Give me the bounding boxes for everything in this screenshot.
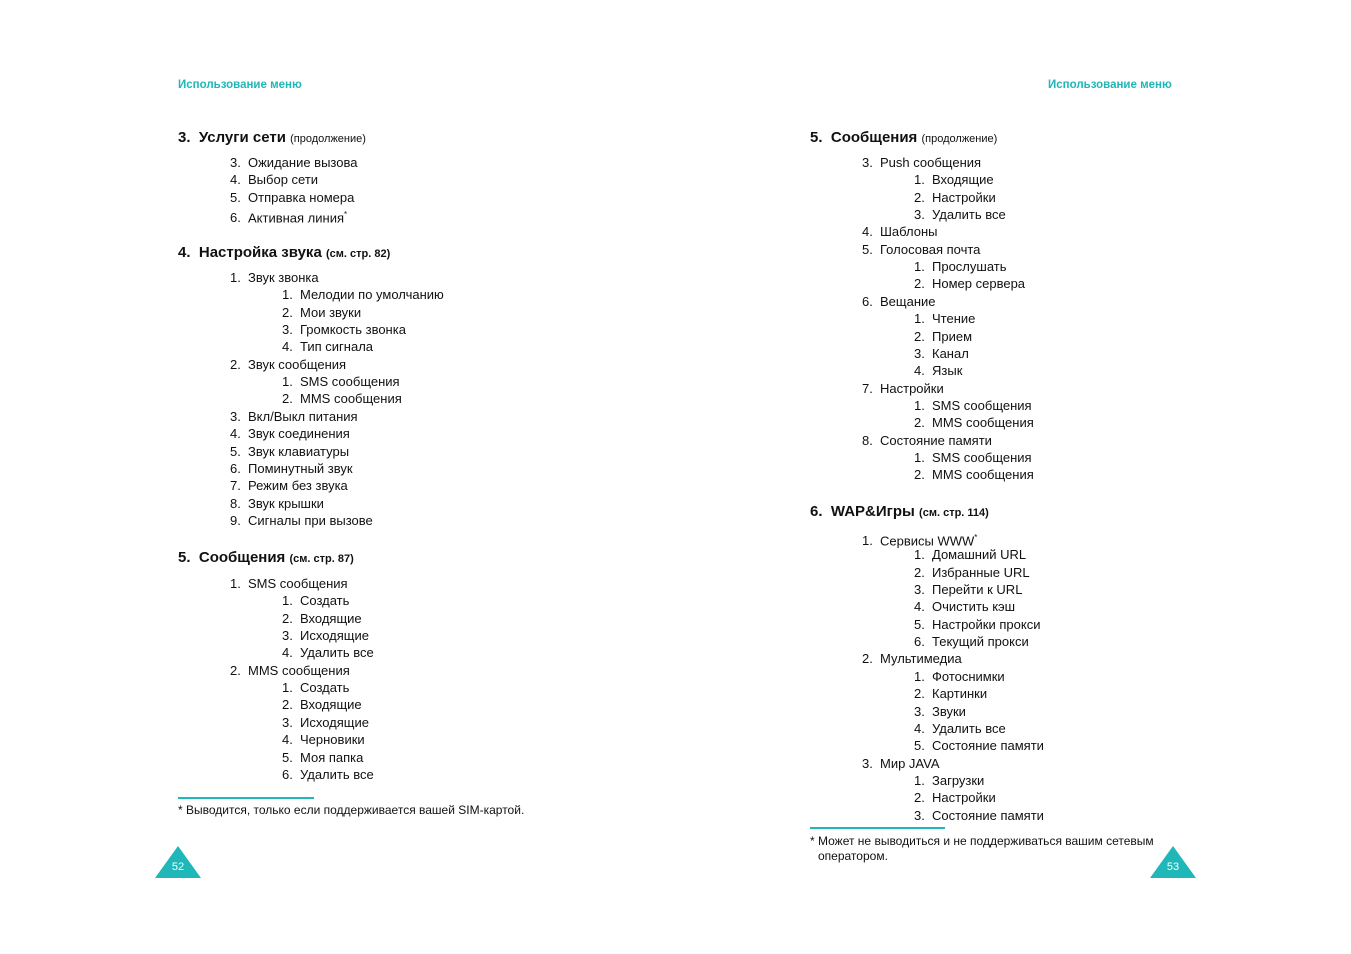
item-label: Мелодии по умолчанию bbox=[300, 287, 444, 303]
item-label: Звук сообщения bbox=[248, 356, 347, 372]
item-number: 2. bbox=[914, 564, 925, 580]
item-number: 3. bbox=[914, 703, 925, 719]
menu-item bbox=[862, 433, 992, 448]
section-number: 3. bbox=[178, 129, 191, 146]
section-name: Сообщения bbox=[198, 549, 286, 566]
item-label: Вкл/Выкл питания bbox=[248, 408, 358, 424]
menu-item bbox=[230, 190, 354, 205]
submenu-item bbox=[914, 259, 1007, 274]
menu-item bbox=[230, 409, 358, 424]
item-label: Настройки bbox=[880, 380, 944, 396]
item-number: 1. bbox=[282, 593, 293, 609]
menu-item bbox=[230, 461, 353, 476]
item-label: Звук крышки bbox=[248, 495, 324, 511]
item-label: Сервисы WWW bbox=[880, 533, 975, 549]
item-label: Создать bbox=[300, 680, 350, 696]
item-number: 3. bbox=[914, 582, 925, 598]
item-label: Настройки bbox=[932, 189, 996, 205]
submenu-item bbox=[282, 339, 373, 354]
section-title bbox=[178, 244, 390, 261]
item-number: 6. bbox=[862, 293, 873, 309]
item-number: 3. bbox=[914, 807, 925, 823]
item-number: 1. bbox=[914, 172, 925, 188]
item-number: 2. bbox=[230, 356, 241, 372]
item-number: 5. bbox=[282, 749, 293, 765]
item-number: 2. bbox=[914, 467, 925, 483]
submenu-item bbox=[282, 391, 402, 406]
item-label: Канал bbox=[932, 345, 969, 361]
menu-item bbox=[862, 756, 940, 771]
section-name: Настройка звука bbox=[198, 244, 322, 261]
item-number: 1. bbox=[914, 668, 925, 684]
page-number-badge bbox=[155, 846, 201, 878]
submenu-item bbox=[914, 582, 1022, 597]
submenu-item bbox=[914, 565, 1030, 580]
item-number: 5. bbox=[914, 616, 925, 632]
footnote-divider bbox=[178, 797, 314, 799]
item-number: 6. bbox=[914, 634, 925, 650]
item-label: Мои звуки bbox=[300, 304, 362, 320]
submenu-item bbox=[914, 346, 969, 361]
item-label: Входящие bbox=[300, 697, 362, 713]
item-number: 4. bbox=[282, 339, 293, 355]
item-label: Язык bbox=[932, 363, 963, 379]
item-label: Отправка номера bbox=[248, 189, 355, 205]
item-number: 7. bbox=[862, 380, 873, 396]
item-number: 8. bbox=[230, 495, 241, 511]
item-number: 2. bbox=[914, 189, 925, 205]
running-header: Использование меню bbox=[178, 79, 302, 91]
item-number: 4. bbox=[282, 645, 293, 661]
item-number: 1. bbox=[914, 311, 925, 327]
item-number: 3. bbox=[282, 714, 293, 730]
menu-item bbox=[230, 478, 348, 493]
submenu-item bbox=[914, 329, 972, 344]
item-label: Звук клавиатуры bbox=[248, 443, 350, 459]
menu-item bbox=[862, 530, 977, 548]
item-number: 4. bbox=[914, 720, 925, 736]
item-number: 2. bbox=[914, 686, 925, 702]
submenu-item bbox=[914, 276, 1025, 291]
item-number: 5. bbox=[914, 738, 925, 754]
submenu-item bbox=[282, 767, 374, 782]
item-number: 1. bbox=[914, 772, 925, 788]
item-number: 1. bbox=[282, 680, 293, 696]
submenu-item bbox=[282, 611, 362, 626]
item-number: 4. bbox=[230, 426, 241, 442]
item-label: Настройки прокси bbox=[932, 616, 1041, 632]
page-reference: (см. стр. 114) bbox=[919, 507, 989, 519]
menu-item bbox=[230, 357, 346, 372]
section-number: 5. bbox=[178, 549, 191, 566]
submenu-item bbox=[282, 287, 444, 302]
item-number: 6. bbox=[282, 766, 293, 782]
item-number: 3. bbox=[282, 628, 293, 644]
item-number: 3. bbox=[230, 155, 241, 170]
item-number: 1. bbox=[282, 287, 293, 303]
item-label: Черновики bbox=[300, 732, 365, 748]
page-number: 52 bbox=[171, 861, 185, 873]
item-number: 1. bbox=[230, 270, 241, 285]
section-note: (продолжение) bbox=[921, 133, 998, 145]
item-label: Звук соединения bbox=[248, 426, 350, 442]
menu-item bbox=[862, 294, 936, 309]
item-label: MMS сообщения bbox=[248, 662, 350, 678]
footnote-divider bbox=[810, 827, 945, 829]
item-label: Загрузки bbox=[932, 772, 985, 788]
item-number: 3. bbox=[914, 207, 925, 223]
item-label: Звуки bbox=[932, 703, 966, 719]
item-label: Входящие bbox=[932, 172, 994, 188]
submenu-item bbox=[914, 790, 996, 805]
item-label: Активная линия bbox=[248, 210, 345, 226]
menu-item bbox=[862, 224, 938, 239]
item-number: 4. bbox=[862, 224, 873, 240]
item-label: Ожидание вызова bbox=[248, 155, 358, 170]
submenu-item bbox=[282, 697, 362, 712]
item-number: 3. bbox=[282, 322, 293, 338]
section-title bbox=[178, 129, 366, 146]
menu-item bbox=[230, 513, 373, 528]
menu-item bbox=[230, 496, 324, 511]
submenu-item bbox=[914, 363, 962, 378]
page-reference: (см. стр. 87) bbox=[289, 553, 354, 565]
right-page bbox=[675, 0, 1351, 954]
footnote-line-1: * Может не выводиться и не поддерживаться вашим сетевым bbox=[810, 834, 1154, 848]
item-label: Фотоснимки bbox=[932, 668, 1005, 684]
item-label: Состояние памяти bbox=[880, 432, 992, 448]
submenu-item bbox=[914, 634, 1029, 649]
section-name: Услуги сети bbox=[198, 129, 286, 146]
section-number: 6. bbox=[810, 503, 823, 520]
item-label: Настройки bbox=[932, 790, 996, 806]
submenu-item bbox=[282, 680, 349, 695]
menu-item bbox=[862, 155, 981, 170]
footnote: * Выводится, только если поддерживается вашей SIM-картой. bbox=[178, 803, 525, 817]
item-label: Звук звонка bbox=[248, 270, 319, 285]
submenu-item bbox=[914, 808, 1044, 823]
menu-item bbox=[230, 155, 357, 170]
item-label: Поминутный звук bbox=[248, 460, 353, 476]
item-number: 2. bbox=[230, 662, 241, 678]
submenu-item bbox=[914, 773, 984, 788]
item-number: 5. bbox=[230, 443, 241, 459]
menu-item bbox=[230, 426, 350, 441]
submenu-item bbox=[282, 645, 374, 660]
item-label: Вещание bbox=[880, 293, 936, 309]
item-number: 4. bbox=[230, 172, 241, 188]
submenu-item bbox=[914, 686, 987, 701]
footnote-marker: * bbox=[344, 210, 348, 220]
item-number: 1. bbox=[914, 397, 925, 413]
submenu-item bbox=[914, 617, 1040, 632]
submenu-item bbox=[914, 398, 1032, 413]
item-number: 6. bbox=[230, 460, 241, 476]
item-label: Входящие bbox=[300, 610, 362, 626]
menu-item bbox=[230, 270, 319, 285]
item-number: 1. bbox=[914, 547, 925, 563]
menu-item bbox=[862, 381, 944, 396]
item-number: 8. bbox=[862, 432, 873, 448]
submenu-item bbox=[914, 547, 1026, 562]
submenu-item bbox=[282, 628, 369, 643]
item-label: Прием bbox=[932, 328, 973, 344]
item-number: 5. bbox=[862, 241, 873, 257]
item-label: Исходящие bbox=[300, 628, 369, 644]
item-label: Удалить все bbox=[932, 207, 1006, 223]
submenu-item bbox=[282, 732, 365, 747]
menu-item bbox=[230, 576, 348, 591]
item-number: 1. bbox=[914, 449, 925, 465]
item-label: Выбор сети bbox=[248, 172, 319, 188]
item-number: 2. bbox=[914, 328, 925, 344]
section-title bbox=[810, 503, 989, 520]
page-number-badge bbox=[1150, 846, 1196, 878]
item-label: Создать bbox=[300, 593, 350, 609]
submenu-item bbox=[914, 450, 1032, 465]
submenu-item bbox=[914, 311, 975, 326]
item-label: Push сообщения bbox=[880, 155, 982, 170]
item-number: 2. bbox=[914, 790, 925, 806]
item-label: Картинки bbox=[932, 686, 988, 702]
submenu-item bbox=[914, 172, 994, 187]
submenu-item bbox=[914, 190, 996, 205]
submenu-item bbox=[282, 750, 363, 765]
menu-item bbox=[862, 242, 980, 257]
item-label: Чтение bbox=[932, 311, 976, 327]
item-number: 2. bbox=[282, 610, 293, 626]
item-label: Очистить кэш bbox=[932, 599, 1016, 615]
section-note: (продолжение) bbox=[290, 133, 366, 145]
menu-item bbox=[862, 651, 962, 666]
item-label: Режим без звука bbox=[248, 478, 348, 494]
section-title bbox=[810, 129, 997, 146]
menu-item bbox=[230, 172, 318, 187]
item-number: 5. bbox=[230, 189, 241, 205]
submenu-item bbox=[914, 669, 1005, 684]
section-number: 5. bbox=[810, 129, 823, 146]
menu-item bbox=[230, 444, 349, 459]
submenu-item bbox=[282, 715, 369, 730]
menu-item bbox=[230, 207, 347, 225]
page-reference: (см. стр. 82) bbox=[325, 248, 391, 260]
item-label: Мультимедиа bbox=[880, 651, 962, 667]
item-number: 2. bbox=[914, 276, 925, 292]
item-label: Мир JAVA bbox=[880, 755, 940, 771]
item-number: 3. bbox=[862, 155, 873, 170]
item-number: 3. bbox=[862, 755, 873, 771]
item-label: MMS сообщения bbox=[300, 391, 402, 407]
item-number: 2. bbox=[282, 391, 293, 407]
item-number: 6. bbox=[230, 210, 241, 226]
submenu-item bbox=[282, 305, 361, 320]
item-label: Исходящие bbox=[300, 714, 369, 730]
item-label: Состояние памяти bbox=[932, 807, 1044, 823]
item-number: 4. bbox=[914, 363, 925, 379]
item-label: Перейти к URL bbox=[932, 582, 1023, 598]
item-number: 1. bbox=[914, 259, 925, 275]
submenu-item bbox=[914, 207, 1006, 222]
submenu-item bbox=[914, 467, 1034, 482]
item-label: SMS сообщения bbox=[248, 576, 348, 591]
item-label: Голосовая почта bbox=[880, 241, 981, 257]
item-label: Моя папка bbox=[300, 749, 364, 765]
item-label: MMS сообщения bbox=[932, 415, 1034, 431]
item-label: SMS сообщения bbox=[300, 374, 400, 390]
item-number: 3. bbox=[230, 408, 241, 424]
item-number: 1. bbox=[282, 374, 293, 390]
item-label: MMS сообщения bbox=[932, 467, 1034, 483]
footnote-line-2: оператором. bbox=[818, 849, 888, 863]
item-label: SMS сообщения bbox=[932, 397, 1032, 413]
footnote-marker: * bbox=[974, 533, 978, 542]
running-header: Использование меню bbox=[1048, 79, 1172, 91]
section-title bbox=[178, 549, 354, 566]
submenu-item bbox=[914, 599, 1015, 614]
item-number: 2. bbox=[914, 415, 925, 431]
item-number: 1. bbox=[862, 533, 873, 549]
item-label: SMS сообщения bbox=[932, 449, 1032, 465]
item-number: 7. bbox=[230, 478, 241, 494]
item-label: Избранные URL bbox=[932, 564, 1030, 580]
item-number: 4. bbox=[914, 599, 925, 615]
menu-item bbox=[230, 663, 350, 678]
item-label: Удалить все bbox=[300, 645, 374, 661]
submenu-item bbox=[282, 374, 400, 389]
page-number: 53 bbox=[1166, 861, 1180, 873]
submenu-item bbox=[914, 415, 1034, 430]
left-page bbox=[0, 0, 675, 954]
item-number: 1. bbox=[230, 576, 241, 591]
item-label: Тип сигнала bbox=[300, 339, 374, 355]
submenu-item bbox=[282, 593, 349, 608]
item-number: 2. bbox=[282, 304, 293, 320]
item-label: Номер сервера bbox=[932, 276, 1026, 292]
submenu-item bbox=[914, 738, 1044, 753]
item-number: 3. bbox=[914, 345, 925, 361]
section-name: Сообщения bbox=[830, 129, 918, 146]
item-label: Текущий прокси bbox=[932, 634, 1029, 650]
item-number: 9. bbox=[230, 512, 241, 528]
item-number: 2. bbox=[282, 697, 293, 713]
item-label: Удалить все bbox=[300, 766, 374, 782]
item-number: 2. bbox=[862, 651, 873, 667]
submenu-item bbox=[914, 704, 966, 719]
item-label: Домашний URL bbox=[932, 547, 1027, 563]
item-number: 4. bbox=[282, 732, 293, 748]
item-label: Громкость звонка bbox=[300, 322, 406, 338]
item-label: Прослушать bbox=[932, 259, 1007, 275]
submenu-item bbox=[914, 721, 1006, 736]
item-label: Сигналы при вызове bbox=[248, 512, 373, 528]
item-label: Шаблоны bbox=[880, 224, 938, 240]
section-name: WAP&Игры bbox=[830, 503, 915, 520]
section-number: 4. bbox=[178, 244, 191, 261]
submenu-item bbox=[282, 322, 406, 337]
item-label: Удалить все bbox=[932, 720, 1006, 736]
item-label: Состояние памяти bbox=[932, 738, 1044, 754]
